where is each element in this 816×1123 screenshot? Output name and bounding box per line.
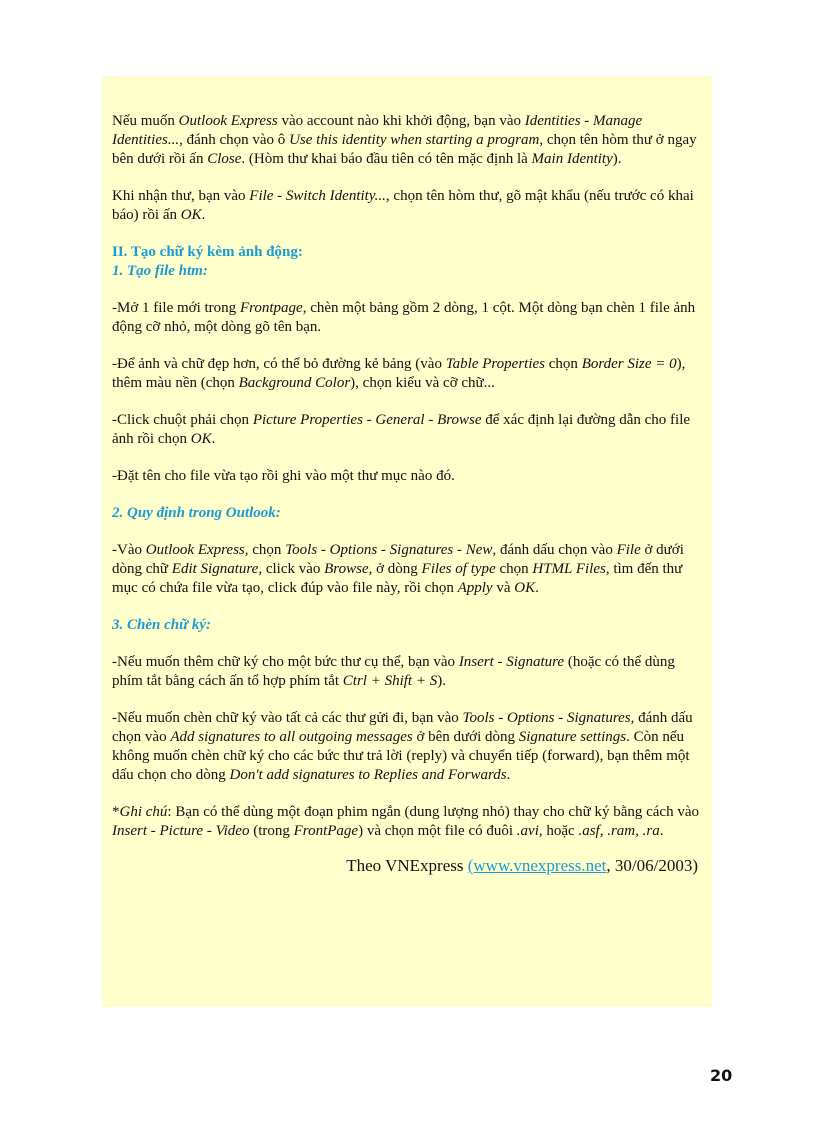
page-number: 20 [710,1066,733,1085]
text-run: chọn [545,356,582,372]
text-run: -Mở 1 file mới trong [112,300,240,316]
text-run: chọn tên hòm thư ở ngay bên dưới rồi ấn [112,132,697,167]
text-run: Identities - Manage Identities... [112,113,643,148]
text-run: : Bạn có thể dùng một đoạn phim ngắn (dung lượng nhỏ) thay cho chữ ký bằng cách vào [167,804,699,820]
text-run: * [112,804,120,820]
text-run: Use this identity when starting a program, [289,132,544,148]
text-run: Ghi chú [119,804,168,820]
text-run: , ở dòng [368,561,422,577]
text-run: .avi [516,823,539,839]
text-run: .asf, .ram, .ra [578,823,660,839]
text-run: , chèn một bảng gồm 2 dòng, 1 cột. Một dòng bạn chèn 1 file ảnh động cỡ nhỏ, một dòng gõ tên bạn. [112,300,696,335]
text-run: -Nếu muốn thêm chữ ký cho một bức thư cụ thể, bạn vào [112,654,459,670]
text-run: Outlook Express [178,113,278,129]
text-run: , chọn tên hòm thư, gõ mật khẩu (nếu trước có khai báo) rồi ấn [112,188,694,223]
text-run: (hoặc có thể dùng phím tắt bằng cách ấn tổ hợp phím tắt [112,654,675,689]
text-run: -Để ảnh và chữ đẹp hơn, có thể bỏ đường kẻ bảng (vào [112,356,446,372]
text-run: File [616,542,641,558]
text-run: Khi nhận thư, bạn vào [112,188,250,204]
text-run: , hoặc [538,823,579,839]
text-run: ), thêm màu nền (chọn [112,356,686,391]
text-run: -Đặt tên cho file vừa tạo rồi ghi vào một thư mục nào đó. [112,468,455,484]
paragraph-outlook-signature [112,541,704,598]
source-link[interactable] [468,856,607,875]
text-run: Insert - Picture - Video [112,823,250,839]
text-run: , đánh dấu chọn vào [492,542,617,558]
text-run: , chọn [244,542,286,558]
text-run: vào account nào khi khởi động, bạn vào [277,113,525,129]
text-run: ở dưới dòng chữ [112,542,684,577]
source-credit [112,855,698,877]
text-run: OK [190,431,212,447]
text-run: Add signatures to all outgoing messages [170,729,413,745]
subsection-heading-insert-signature: 3. Chèn chữ ký: [112,617,211,633]
text-run: , click vào [258,561,325,577]
paragraph-save-file [112,467,704,486]
text-run: . [211,431,216,447]
text-run: Frontpage [239,300,303,316]
text-run: HTML Files [532,561,606,577]
paragraph-frontpage-table [112,299,704,337]
paragraph-switch-identity [112,187,704,225]
text-run: Tools - Options - Signatures [462,710,631,726]
text-run: chọn [495,561,533,577]
text-run: Table Properties [445,356,546,372]
text-run: . [535,580,539,596]
text-run: , tìm đến thư mục có chứa file vừa tạo, click đúp vào file này, rồi chọn [112,561,683,596]
text-run: FrontPage [293,823,359,839]
text-run: OK [514,580,536,596]
text-run: Border Size = 0 [581,356,677,372]
credit-text: Theo VNExpress [346,856,468,875]
text-run: . [659,823,664,839]
text-run: ). [437,673,446,689]
text-run: Files of type [421,561,496,577]
text-run: Nếu muốn [112,113,179,129]
text-run: Edit Signature [171,561,259,577]
text-run: Background Color [238,375,351,391]
text-run: -Vào [112,542,146,558]
text-run: Apply [457,580,493,596]
text-run: ), chọn kiểu và cỡ chữ... [350,375,495,391]
paragraph-picture-properties [112,411,704,449]
text-run: ở bên dưới dòng [412,729,519,745]
paragraph-table-style [112,355,704,393]
text-run: OK [180,207,202,223]
text-run: -Nếu muốn chèn chữ ký vào tất cả các thư gửi đi, bạn vào [112,710,463,726]
text-run: ) và chọn một file có đuôi [358,823,517,839]
text-run: . [506,767,511,783]
text-run: . Còn nếu không muốn chèn chữ ký cho các bức thư trả lời (reply) và chuyển tiếp (forward), bạn thêm một dấu chọn cho dòng [112,729,690,783]
text-run: ). [612,151,622,167]
text-run: Picture Properties - General - Browse [252,412,482,428]
document-body [112,112,704,877]
section-heading: II. Tạo chữ ký kèm ảnh động: [112,244,303,260]
text-run: Close [207,151,242,167]
text-run: Ctrl + Shift + S [342,673,438,689]
text-run: , đánh chọn vào ô [179,132,290,148]
subsection-heading-outlook: 2. Quy định trong Outlook: [112,505,281,521]
text-run: (trong [249,823,294,839]
text-run: Tools - Options - Signatures - New [285,542,493,558]
text-run: , đánh dấu chọn vào [112,710,693,745]
text-run: Signature settings [518,729,627,745]
text-run: Don't add signatures to Replies and Forwards [229,767,507,783]
paragraph-insert-all [112,709,704,785]
text-run: Browse [324,561,369,577]
link-url[interactable]: www.vnexpress.net [473,856,607,875]
text-run: Main Identity [531,151,613,167]
text-run: Insert - Signature [458,654,565,670]
text-run: . [201,207,206,223]
paragraph-note-video [112,803,704,841]
text-run: File - Switch Identity... [249,188,386,204]
link-paren[interactable]: ( [467,856,474,875]
subsection-heading-create-htm: 1. Tạo file htm: [112,263,208,279]
text-run: để xác định lại đường dẫn cho file ảnh rồi chọn [112,412,691,447]
paragraph-insert-single [112,653,704,691]
text-run: . (Hòm thư khai báo đầu tiên có tên mặc định là [241,151,532,167]
credit-date: , 30/06/2003) [606,856,698,875]
text-run: và [492,580,515,596]
text-run: Outlook Express [145,542,245,558]
text-run: -Click chuột phải chọn [112,412,253,428]
paragraph-manage-identities [112,112,704,169]
